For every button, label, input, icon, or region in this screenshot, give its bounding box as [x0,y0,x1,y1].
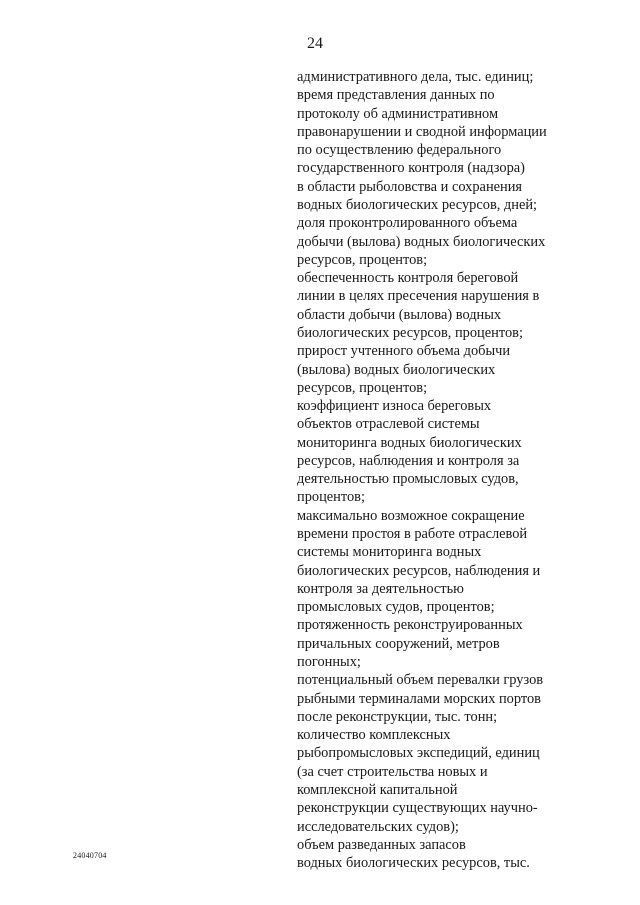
text-line: биологических ресурсов, процентов; [297,324,523,341]
text-line: ресурсов, процентов; [297,251,428,268]
text-line: после реконструкции, тыс. тонн; [297,708,498,725]
text-line: погонных; [297,654,361,670]
text-line: протяженность реконструированных [297,617,523,634]
text-line: время представления данных по [297,87,495,104]
text-line: объектов отраслевой системы [297,416,480,433]
text-line: рыбопромысловых экспедиций, единиц [297,745,540,762]
text-line: по осуществлению федерального [297,142,502,159]
text-line: потенциальный объем перевалки грузов [297,672,544,689]
text-line: ресурсов, наблюдения и контроля за [297,452,520,469]
text-line: объем разведанных запасов [297,836,466,853]
text-line: комплексной капитальной [297,781,458,798]
text-line: времени простоя в работе отраслевой [297,526,528,543]
text-line: деятельностью промысловых судов, [297,471,519,488]
document-body-text [297,68,597,872]
text-line: системы мониторинга водных [297,544,482,561]
page-number: 24 [307,35,323,52]
text-line: коэффициент износа береговых [297,398,492,415]
text-line: количество комплексных [297,727,451,744]
text-line: (за счет строительства новых и [297,763,488,780]
text-line: доля проконтролированного объема [297,215,518,232]
text-line: ресурсов, процентов; [297,379,428,396]
text-line: в области рыболовства и сохранения [297,178,523,195]
text-line: исследовательских судов); [297,818,459,835]
text-line: административного дела, тыс. единиц; [297,69,534,85]
text-line: водных биологических ресурсов, дней; [297,196,538,213]
text-line: обеспеченность контроля береговой [297,270,519,287]
text-line: причальных сооружений, метров [297,635,500,652]
text-line: добычи (вылова) водных биологических [297,233,546,250]
text-line: правонарушении и сводной информации [297,123,547,140]
text-line: реконструкции существующих научно- [297,800,538,817]
text-line: государственного контроля (надзора) [297,160,525,177]
text-line: промысловых судов, процентов; [297,599,495,616]
text-line: (вылова) водных биологических [297,361,496,378]
text-line: процентов; [297,489,365,506]
text-line: мониторинга водных биологических [297,434,522,451]
text-line: водных биологических ресурсов, тыс. [297,855,530,872]
text-line: рыбными терминалами морских портов [297,690,541,707]
document-code: 24040704 [73,851,107,860]
text-line: линии в целях пресечения нарушения в [297,288,540,305]
text-line: прирост учтенного объема добычи [297,343,511,360]
text-line: максимально возможное сокращение [297,507,525,524]
text-line: контроля за деятельностью [297,580,464,597]
text-line: области добычи (вылова) водных [297,306,502,323]
text-line: биологических ресурсов, наблюдения и [297,562,541,579]
text-line: протоколу об административном [297,105,499,122]
